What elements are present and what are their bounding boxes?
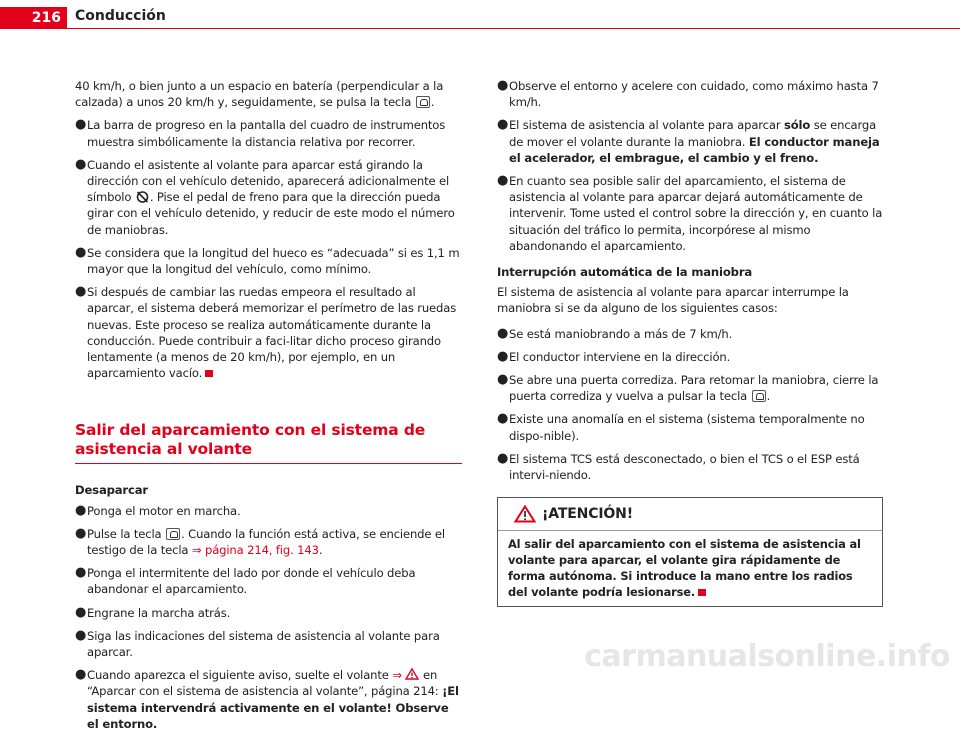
subheading: Interrupción automática de la maniobra xyxy=(497,265,753,280)
chapter-title: Conducción xyxy=(75,8,166,24)
list-item: ● Engrane la marcha atrás. xyxy=(75,604,231,620)
warning-triangle-icon xyxy=(514,505,536,523)
list-item: ● Si después de cambiar las ruedas empeora el resultado al aparcar, el sistema deberá memorizar el perímetro de las ruedas nuevas. Este proceso se realiza automáticamente durante la conducción. Puede contribuir a faci-litar dicho proceso girando lentamente (a menos de 20 km/h), por ejemplo, en un aparcamiento vacío. xyxy=(75,284,457,381)
bullet-icon: ● xyxy=(75,667,87,683)
list-item: ● El sistema de asistencia al volante para aparcar sólo se encarga de mover el volante durante la maniobra. El conductor maneja el acelerador, el embrague, el cambio y el freno. xyxy=(497,117,880,165)
bullet-icon: ● xyxy=(497,325,509,341)
list-item: ● Siga las indicaciones del sistema de asistencia al volante para aparcar. xyxy=(75,627,440,660)
warning-reference-link[interactable]: ⇒ xyxy=(392,668,402,683)
list-item: ● Pulse la tecla . Cuando la función está activa, se enciende el testigo de la tecla ⇒ página 214, fig. 143. xyxy=(75,525,445,558)
intro-paragraph xyxy=(75,78,462,110)
list-item: ● Se está maniobrando a más de 7 km/h. xyxy=(497,325,733,341)
list-item: ● El conductor interviene en la dirección. xyxy=(497,348,731,364)
watermark: carmanualsonline.info xyxy=(584,639,950,674)
list-item: ● Cuando aparezca el siguiente aviso, suelte el volante ⇒ en “Aparcar con el sistema de asistencia al volante”, página 214: ¡El sistema intervendrá activamente en el volante! Observe el entorno. xyxy=(75,667,459,731)
subheading: Desaparcar xyxy=(75,483,148,498)
list-item: ● Cuando el asistente al volante para aparcar está girando la dirección con el vehículo detenido, aparecerá adicionalmente el símbolo . Pise el pedal de freno para que la dirección pueda girar con el vehículo detenido, y reducir de este modo el número de maniobras. xyxy=(75,156,455,237)
section-end-mark-icon xyxy=(698,589,706,596)
section-end-mark-icon xyxy=(205,370,213,377)
bullet-icon: ● xyxy=(497,372,509,388)
list-item: ● El sistema TCS está desconectado, o bien el TCS o el ESP está intervi-niendo. xyxy=(497,450,860,483)
park-assist-key-icon xyxy=(416,96,430,108)
interruption-intro: El sistema de asistencia al volante para aparcar interrumpe la maniobra si se da alguno de los siguientes casos: xyxy=(497,285,849,316)
list-item: ● La barra de progreso en la pantalla del cuadro de instrumentos muestra simbólicamente la distancia relativa por recorrer. xyxy=(75,117,446,149)
bullet-icon: ● xyxy=(497,348,509,364)
list-item: ● Existe una anomalía en el sistema (sistema temporalmente no dispo-nible). xyxy=(497,411,865,443)
bullet-icon: ● xyxy=(75,502,87,518)
bullet-icon: ● xyxy=(497,173,509,189)
page-header xyxy=(0,0,960,32)
bullet-icon: ● xyxy=(497,117,509,133)
bullet-icon: ● xyxy=(75,284,87,300)
section-rule xyxy=(75,463,462,464)
warning-title: ¡ATENCIÓN! xyxy=(542,506,633,523)
list-item: ● Se considera que la longitud del hueco es “adecuada” si es 1,1 m mayor que la longitud del vehículo, como mínimo. xyxy=(75,244,460,277)
warning-box xyxy=(497,497,883,607)
bullet-icon: ● xyxy=(75,565,87,581)
bullet-icon: ● xyxy=(497,450,509,466)
warning-header xyxy=(498,498,882,531)
bullet-icon: ● xyxy=(75,156,87,172)
park-assist-key-icon xyxy=(752,390,766,402)
list-item: ● Observe el entorno y acelere con cuidado, como máximo hasta 7 km/h. xyxy=(497,78,879,110)
intro-text: 40 km/h, o bien junto a un espacio en batería (perpendicular a la calzada) a unos 20 km/h y, seguidamente, se pulsa la tecla xyxy=(75,79,444,110)
steering-wheel-warning-icon xyxy=(136,191,149,203)
bullet-icon: ● xyxy=(75,627,87,643)
warning-text: Al salir del aparcamiento con el sistema de asistencia al volante para aparcar, el volante gira rápidamente de forma autónoma. Si introduce la mano entre los radios del volante podría lesionarse. xyxy=(508,537,861,600)
page-reference-link[interactable]: ⇒ página 214, fig. 143 xyxy=(191,543,319,558)
bullet-icon: ● xyxy=(497,78,509,93)
intro-end: . xyxy=(430,95,435,110)
list-item: ● Ponga el intermitente del lado por donde el vehículo deba abandonar el aparcamiento. xyxy=(75,565,416,597)
bullet-icon: ● xyxy=(75,525,87,541)
page-number: 216 xyxy=(0,7,67,29)
bullet-icon: ● xyxy=(497,411,509,427)
list-item: ● Se abre una puerta corrediza. Para retomar la maniobra, cierre la puerta corrediza y vuelva a pulsar la tecla . xyxy=(497,372,879,404)
warning-triangle-icon xyxy=(405,668,419,680)
header-rule xyxy=(0,28,960,29)
left-column xyxy=(75,78,462,739)
list-item: ● En cuanto sea posible salir del aparcamiento, el sistema de asistencia al volante para aparcar dejará automáticamente de intervenir. Tome usted el control sobre la dirección y, en cuanto la situación del tráfico lo permita, incorpórese al mismo abandonando el aparcamiento. xyxy=(497,173,883,253)
section-title: Salir del aparcamiento con el sistema de asistencia al volante xyxy=(75,421,426,459)
bullet-icon: ● xyxy=(75,604,87,620)
bullet-icon: ● xyxy=(75,117,87,133)
list-item: ● Ponga el motor en marcha. xyxy=(75,502,241,518)
bullet-icon: ● xyxy=(75,244,87,260)
park-assist-key-icon xyxy=(166,528,180,540)
right-column xyxy=(497,78,883,607)
